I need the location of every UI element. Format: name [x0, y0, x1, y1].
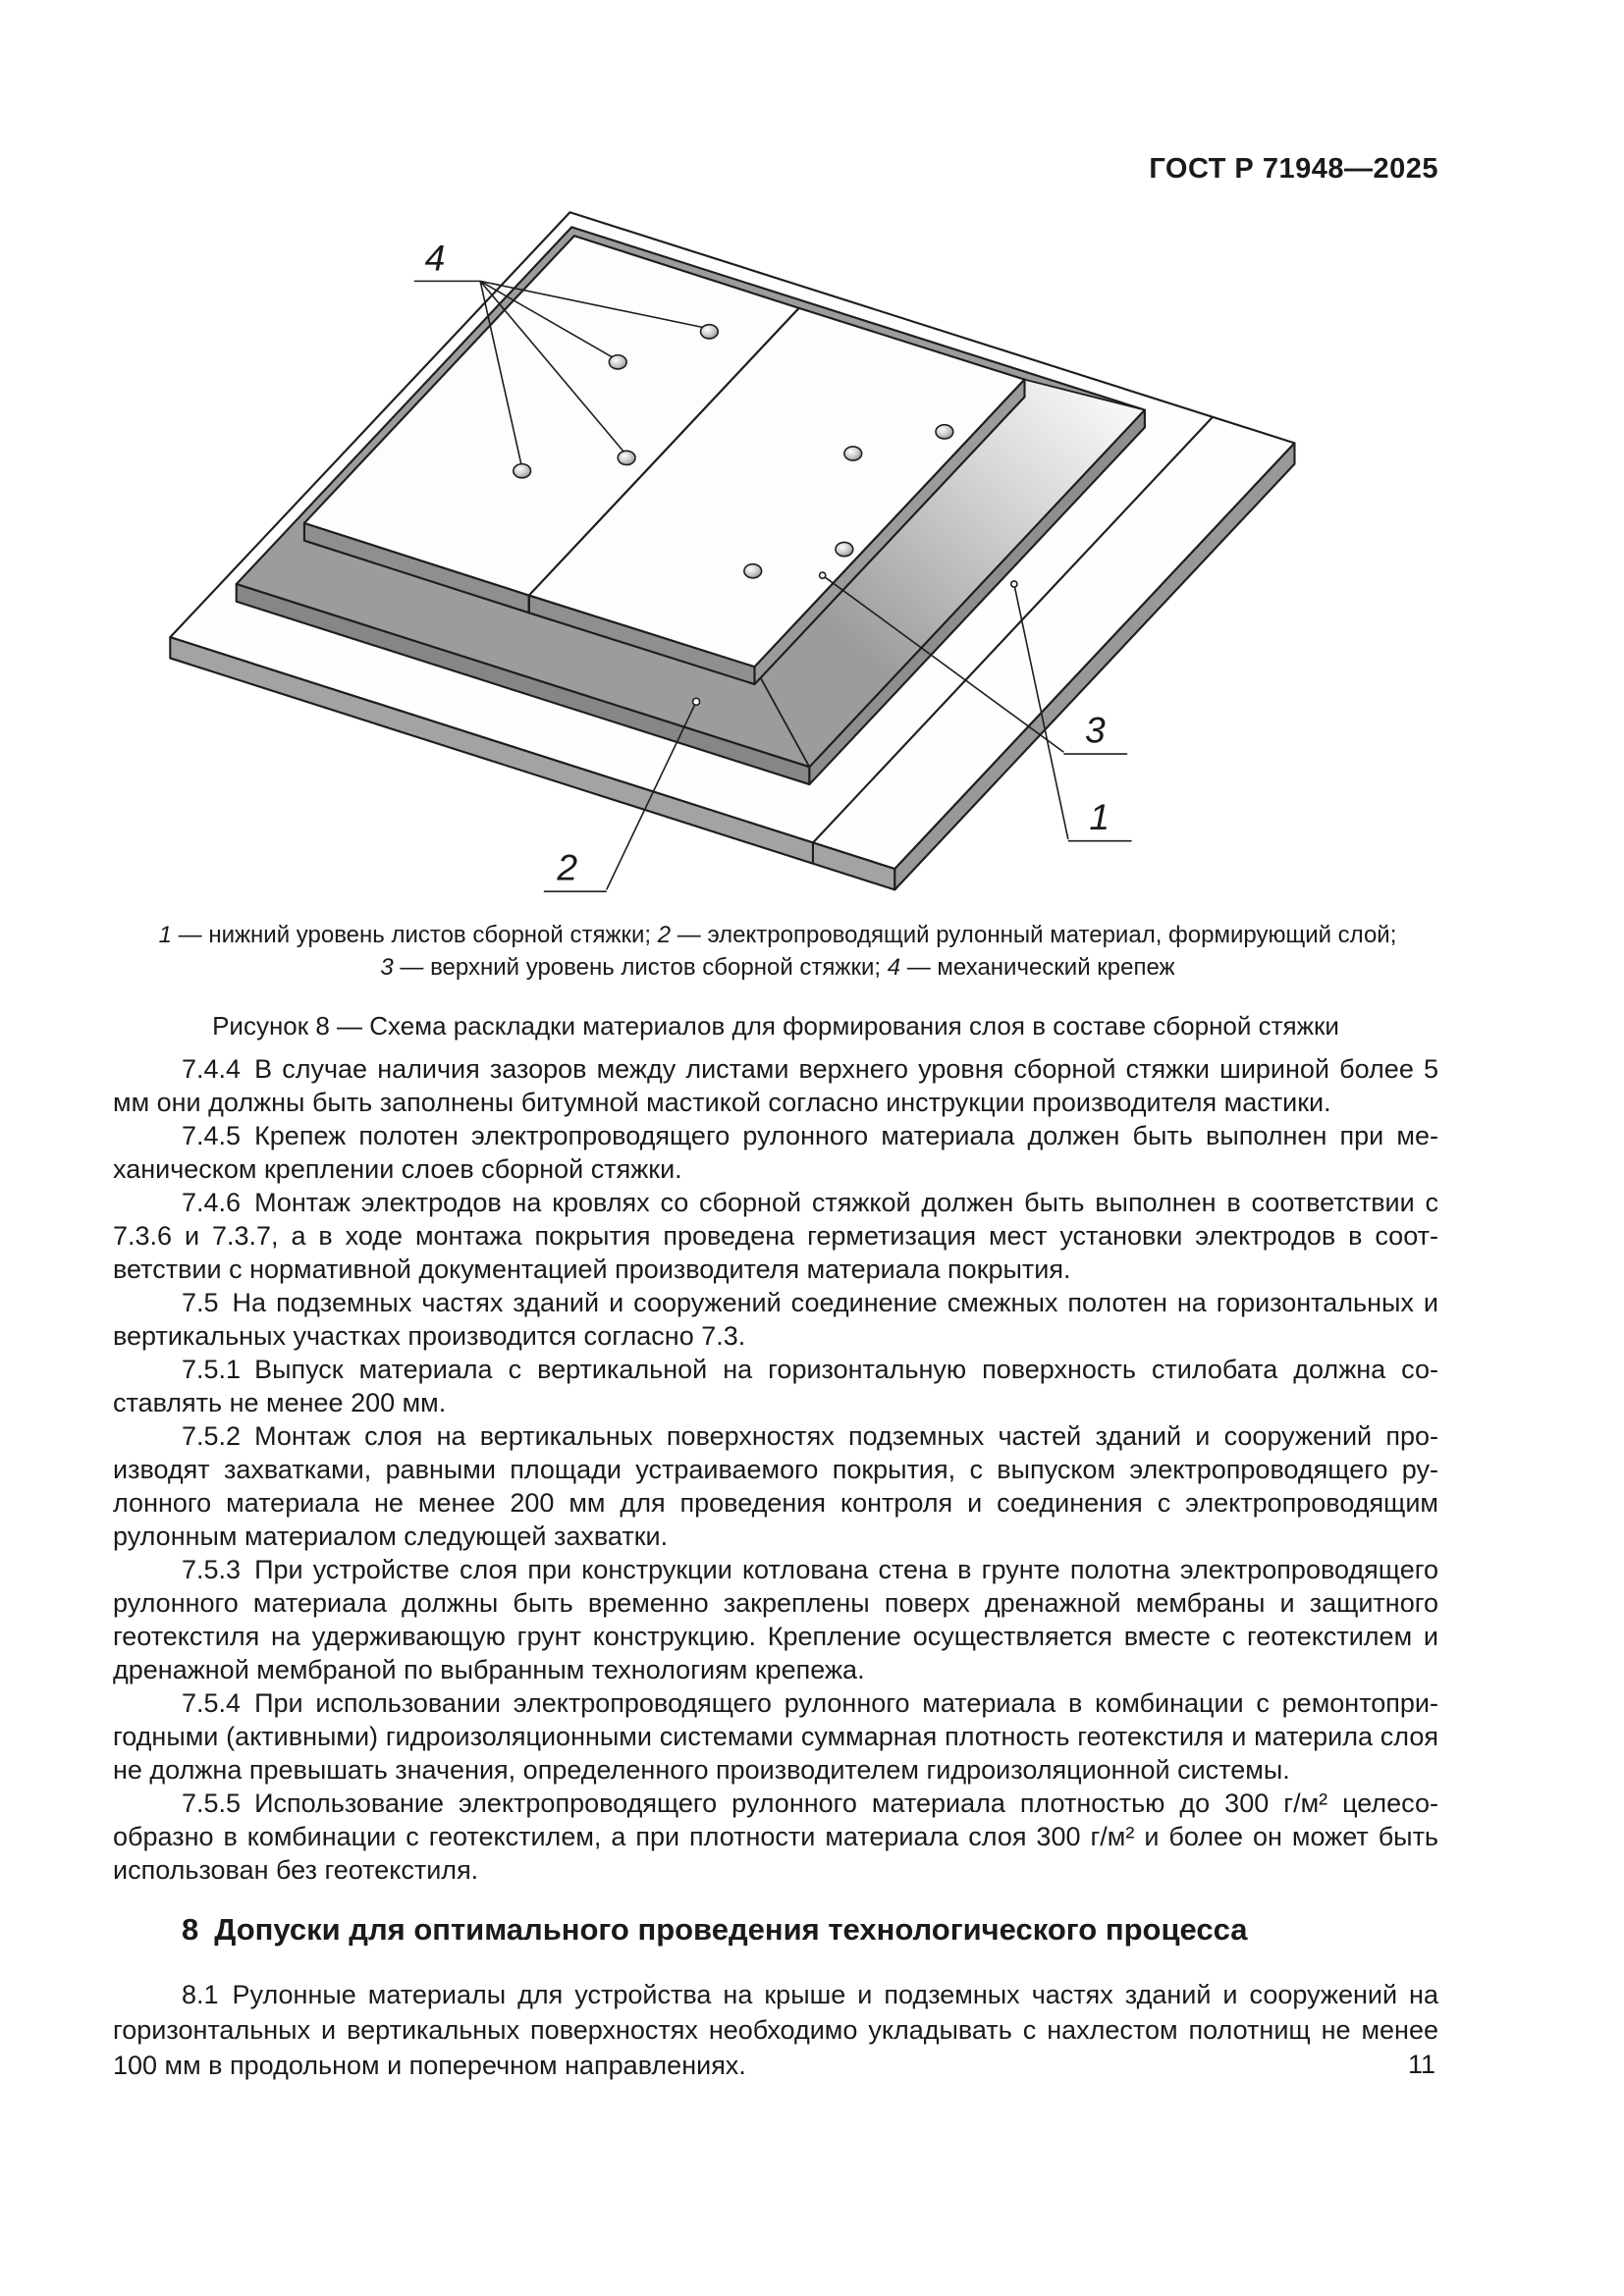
paragraph-7.4.4: [113, 1052, 1438, 1119]
figure-mark-4: 4: [424, 237, 446, 279]
figure-title: Рисунок 8 — Схема раскладки материалов для формирования слоя в составе сборной стяжки: [212, 1011, 1339, 1041]
paragraph-7.5.1: [113, 1353, 1438, 1419]
paragraph-7.5.3: [113, 1553, 1438, 1686]
body-text: [113, 1052, 1438, 1887]
paragraph-7.5.2: [113, 1419, 1438, 1553]
fastener-pin: [744, 564, 762, 578]
layered-screed-scheme: [165, 204, 1306, 903]
paragraph-7.5.4: [113, 1686, 1438, 1787]
paragraph-text: Монтаж слоя на вертикальных поверхностях подземных частей зданий и сооружений производят захватками, равными площади устраиваемого покрытия, с выпуском электропроводящего рулонного материала не менее 200 мм для проведения контроля и соединения с электропроводящим рулонным материалом следующей захватки.: [113, 1421, 1438, 1551]
fastener-pin: [844, 447, 862, 460]
section-8-heading: [182, 1912, 1438, 1948]
figure-caption: [157, 919, 1398, 984]
doc-header: ГОСТ Р 71948—2025: [1149, 153, 1438, 185]
caption-mark-number: 1: [158, 922, 172, 948]
paragraph-text: В случае наличия зазоров между листами верхнего уровня сборной стяжки шириной более 5 мм они должны быть заполнены битумной мастикой согласно инструкции производителя мастики.: [113, 1054, 1438, 1117]
paragraph-text: Выпуск материала с вертикальной на горизонтальную поверхность стилобата должна составлять не менее 200 мм.: [113, 1355, 1438, 1417]
paragraph-number: 7.4.5: [182, 1121, 242, 1150]
section-title: Допуски для оптимального проведения технологического процесса: [214, 1912, 1248, 1947]
figure-mark-1: 1: [1089, 796, 1110, 838]
paragraph-number: 7.5.4: [182, 1688, 242, 1718]
caption-mark-number: 4: [887, 954, 901, 981]
paragraph-7.4.5: [113, 1119, 1438, 1186]
fastener-pin: [618, 451, 635, 464]
caption-text: — механический крепеж: [900, 954, 1175, 981]
paragraph-number: 7.4.6: [182, 1188, 242, 1217]
figure-mark-3: 3: [1084, 709, 1106, 751]
figure-mark-2: 2: [557, 846, 578, 888]
caption-mark-number: 2: [657, 922, 672, 948]
paragraph-text: На подземных частях зданий и сооружений соединение смежных полотен на горизонтальных и вертикальных участках производится согласно 7.3.: [113, 1288, 1438, 1351]
paragraph-text: При устройстве слоя при конструкции котлована стена в грунте полотна электропроводящего рулонного материала должны быть временно закреплены поверх дренажной мембраны и защитного геотекстиля на удерживающую грунт конструкцию. Крепление осуществляется вместе с геотекстилем и дренажной мембраной по выбранным технологиям крепежа.: [113, 1555, 1438, 1684]
paragraph-number: 7.4.4: [182, 1054, 242, 1084]
paragraph-text: Крепеж полотен электропроводящего рулонного материала должен быть выполнен при механическом креплении слоев сборной стяжки.: [113, 1121, 1438, 1184]
section-number: 8: [182, 1912, 199, 1947]
paragraph-number: 7.5.2: [182, 1421, 242, 1451]
fastener-pin: [514, 464, 531, 478]
section-8-text: [113, 1977, 1438, 2083]
fastener-pin: [836, 542, 853, 556]
paragraph-text: Использование электропроводящего рулонного материала плотностью до 300 г/м² целесообразно в комбинации с геотекстилем, а при плотности материала слоя 300 г/м² и более он может быть использован без геотекстиля.: [113, 1789, 1438, 1885]
paragraph-text: Монтаж электродов на кровлях со сборной стяжкой должен быть выполнен в соответствии с 7.3.6 и 7.3.7, а в ходе монтажа покрытия проведена герметизация мест установки электродов в соответствии с нормативной документацией производителя материала покрытия.: [113, 1188, 1438, 1284]
caption-text: — верхний уровень листов сборной стяжки;: [393, 954, 888, 981]
paragraph-number: 7.5.3: [182, 1555, 242, 1584]
paragraph-7.5: [113, 1286, 1438, 1353]
paragraph-number: 7.5: [182, 1288, 219, 1317]
fastener-pin: [701, 325, 719, 339]
page-number: 11: [1407, 2050, 1435, 2079]
paragraph-text: При использовании электропроводящего рулонного материала в комбинации с ремонтопригодными (активными) гидроизоляционными системами суммарная плотность геотекстиля и материла слоя не должна превышать значения, определенного производителем гидроизоляционной системы.: [113, 1688, 1438, 1785]
paragraph-7.4.6: [113, 1186, 1438, 1286]
paragraph-number: 7.5.1: [182, 1355, 242, 1384]
paragraph-8.1: [113, 1977, 1438, 2083]
fastener-pin: [609, 355, 626, 369]
caption-text: — нижний уровень листов сборной стяжки;: [171, 922, 658, 948]
paragraph-text: Рулонные материалы для устройства на крыше и подземных частях зданий и сооружений на горизонтальных и вертикальных поверхностях необходимо укладывать с нахлестом полотнищ не менее 100 мм в продольном и поперечном направлениях.: [113, 1980, 1438, 2080]
caption-text: — электропроводящий рулонный материал, формирующий слой;: [671, 922, 1397, 948]
paragraph-7.5.5: [113, 1787, 1438, 1887]
fastener-pin: [936, 425, 953, 439]
caption-mark-number: 3: [380, 954, 394, 981]
paragraph-number: 8.1: [182, 1980, 219, 2009]
paragraph-number: 7.5.5: [182, 1789, 242, 1818]
figure-8-diagram: [165, 204, 1306, 903]
